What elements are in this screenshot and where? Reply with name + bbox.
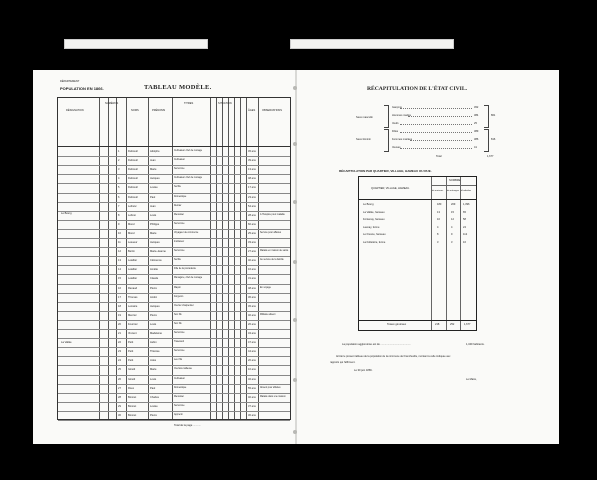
binding-hole bbox=[293, 260, 297, 264]
row-prenom: Marie-Jeanne bbox=[150, 250, 166, 254]
row-observation: Malade en maison de santé bbox=[260, 250, 289, 253]
table-total-label: Totaux généraux bbox=[387, 323, 407, 326]
table-total-label: Total de la page ........... bbox=[174, 424, 201, 427]
row-age: 60 ans bbox=[248, 222, 256, 226]
row-prenom: Jacques bbox=[150, 304, 160, 308]
row-age: 26 ans bbox=[248, 322, 256, 326]
header-numeros: NUMÉROS bbox=[105, 102, 119, 105]
row-observation: A l'hospice pour maladie bbox=[260, 213, 285, 216]
header-prenoms: PRÉNOMS bbox=[152, 109, 166, 112]
quartier-individus: 112 bbox=[463, 233, 468, 236]
quartier-name: La Folletière, ferme bbox=[363, 240, 386, 244]
row-age: 13 ans bbox=[248, 168, 256, 172]
row-prenom: Charles bbox=[150, 395, 159, 399]
row-nom: Letellier bbox=[128, 268, 138, 272]
row-prenom: Philippe bbox=[150, 222, 160, 226]
page-fold bbox=[295, 70, 297, 444]
quartier-maisons: 3 bbox=[437, 240, 439, 244]
item-veufs: Veufs bbox=[392, 122, 399, 125]
row-prenom: Pierre bbox=[150, 313, 157, 317]
census-table bbox=[57, 97, 291, 427]
row-prenom: Louise bbox=[150, 404, 158, 408]
group-total-female: 816 bbox=[491, 138, 496, 141]
row-age: 40 ans bbox=[248, 259, 256, 263]
quartier-name: Fontenay, hameau bbox=[363, 218, 385, 221]
row-nom: Lebrun bbox=[128, 213, 137, 217]
row-prenom: Marie bbox=[150, 168, 157, 172]
quartier-name: La Vallée, hameau bbox=[363, 210, 385, 214]
row-nom: Letellier bbox=[128, 277, 138, 281]
row-number: 7 bbox=[118, 204, 120, 208]
row-titre: Cultivateur bbox=[174, 377, 185, 380]
row-nom: Bertin bbox=[128, 250, 135, 254]
row-number: 3 bbox=[118, 168, 120, 172]
quartier-menages: 15 bbox=[451, 210, 454, 214]
row-age: 31 ans bbox=[248, 277, 256, 281]
row-nom: Roux bbox=[128, 386, 135, 390]
row-prenom: Aubin bbox=[150, 341, 157, 345]
row-titre: Rentier bbox=[174, 204, 182, 207]
place-label-vallee: La Vallée bbox=[61, 341, 72, 344]
row-number: 19 bbox=[118, 313, 121, 317]
row-titre: Sa femme bbox=[174, 332, 185, 334]
row-nom: Bonnet bbox=[128, 395, 137, 399]
row-nom: Lemaire bbox=[128, 304, 138, 308]
row-age: 16 ans bbox=[248, 268, 256, 272]
row-age: 48 ans bbox=[248, 286, 256, 290]
row-nom: Morel bbox=[128, 231, 135, 235]
row-number: 30 bbox=[118, 413, 121, 417]
row-nom: Petit bbox=[128, 350, 134, 354]
row-prenom: Marie bbox=[150, 231, 157, 235]
row-age: 36 ans bbox=[248, 295, 256, 299]
row-prenom: Pierre bbox=[150, 413, 157, 417]
item-femmes: Femmes mariées bbox=[392, 138, 413, 141]
row-titre: Sa femme bbox=[174, 404, 185, 407]
row-nom: Dubreuil bbox=[128, 195, 138, 199]
quartier-maisons: 13 bbox=[437, 210, 440, 214]
item-hommes-value: 384 bbox=[474, 114, 479, 117]
row-titre: Forgeron bbox=[174, 295, 184, 298]
row-number: 17 bbox=[118, 295, 121, 299]
row-nom: Renaud bbox=[128, 286, 138, 290]
row-titre: Menuisier bbox=[174, 395, 184, 398]
paper-tab-left bbox=[64, 39, 208, 49]
row-titre: Domestique bbox=[174, 386, 187, 389]
row-number: 9 bbox=[118, 222, 120, 226]
recap-title: RÉCAPITULATION DE L'ÉTAT CIVIL. bbox=[367, 86, 467, 92]
row-titre: Cultivateur chef de ménage bbox=[174, 177, 203, 180]
department-label: DÉPARTEMENT bbox=[60, 80, 80, 83]
row-age: 33 ans bbox=[248, 241, 256, 244]
header-ages: ÂGES bbox=[248, 109, 256, 112]
header-noms: NOMS bbox=[131, 109, 139, 112]
row-number: 27 bbox=[118, 386, 121, 390]
row-prenom: Jean bbox=[150, 159, 156, 163]
row-nom: Fournier bbox=[128, 322, 138, 326]
item-veufs-value: 25 bbox=[474, 122, 477, 125]
item-garcons: Garçons bbox=[392, 106, 402, 109]
row-prenom: Louis bbox=[150, 213, 157, 217]
header-observations: OBSERVATIONS bbox=[262, 109, 283, 112]
row-age: 39 ans bbox=[248, 159, 256, 163]
group-label-male: Sexe masculin bbox=[356, 116, 373, 119]
item-femmes-value: 386 bbox=[474, 138, 479, 141]
row-age: 17 ans bbox=[248, 186, 256, 190]
row-number: 28 bbox=[118, 395, 121, 399]
row-prenom: Jules bbox=[150, 359, 157, 363]
row-nom: Thomas bbox=[128, 295, 138, 299]
certification-date: Le 30 juin 1866. bbox=[354, 369, 373, 372]
row-observation: En voyage bbox=[260, 286, 271, 289]
row-age: 40 ans bbox=[248, 395, 256, 399]
row-number: 10 bbox=[118, 231, 121, 235]
row-number: 21 bbox=[118, 332, 121, 335]
row-nom: Bonnet bbox=[128, 404, 137, 408]
quartier-maisons: 4 bbox=[437, 225, 439, 229]
row-age: 34 ans bbox=[248, 332, 256, 335]
paper-tab-right bbox=[290, 39, 454, 49]
row-nom: Dubreuil bbox=[128, 168, 138, 172]
binding-hole bbox=[293, 378, 297, 382]
row-number: 13 bbox=[118, 259, 121, 263]
quartier-individus: 58 bbox=[463, 218, 466, 221]
quartier-maisons: 8 bbox=[437, 233, 439, 236]
row-titre: Domestique bbox=[174, 195, 187, 198]
row-prenom: André bbox=[150, 295, 157, 299]
certification-text-2: rapports qui l'affirment. bbox=[330, 361, 356, 364]
row-titre: Leur fils bbox=[174, 359, 183, 362]
row-prenom: Louise bbox=[150, 186, 158, 190]
row-number: 22 bbox=[118, 341, 121, 345]
binding-hole bbox=[293, 318, 297, 322]
quartier-individus: 24 bbox=[463, 225, 466, 229]
row-titre: Cultivateur chef de ménage bbox=[174, 150, 203, 152]
table-total-maisons: 218 bbox=[435, 323, 440, 326]
row-observation: Militaire absent bbox=[260, 313, 276, 316]
row-number: 25 bbox=[118, 368, 121, 372]
row-titre: Ouvrière tailleuse bbox=[174, 368, 192, 371]
binding-hole bbox=[293, 430, 297, 434]
population-agglomeree-value: 1,349 habitants. bbox=[466, 343, 485, 346]
tableau-title: TABLEAU MODÈLE. bbox=[144, 84, 212, 91]
row-prenom: Jacques bbox=[150, 241, 160, 244]
quartier-individus: 1,396 bbox=[463, 203, 470, 206]
item-garcons-value: 452 bbox=[474, 106, 479, 109]
row-nom: Petit bbox=[128, 359, 134, 363]
row-titre: Son fils bbox=[174, 322, 182, 325]
binding-hole bbox=[293, 200, 297, 204]
row-age: 25 ans bbox=[248, 231, 256, 235]
row-age: 30 ans bbox=[248, 413, 256, 417]
table-total-menages: 252 bbox=[450, 323, 455, 326]
row-nom: Bonnet bbox=[128, 413, 137, 417]
row-age: 23 ans bbox=[248, 195, 256, 199]
row-titre: Sa femme bbox=[174, 250, 185, 253]
row-observation: Absent pour affaires bbox=[260, 386, 281, 389]
header-designation: DÉSIGNATION bbox=[66, 109, 84, 112]
row-prenom: Marie bbox=[150, 368, 157, 372]
row-nom: Girard bbox=[128, 368, 136, 372]
row-age: 10 ans bbox=[248, 368, 256, 372]
row-number: 23 bbox=[118, 350, 121, 354]
row-number: 1 bbox=[118, 150, 120, 153]
item-filles: Filles bbox=[392, 130, 399, 133]
row-prenom: Jean bbox=[150, 204, 156, 208]
item-veuves-value: 41 bbox=[474, 146, 477, 149]
row-nom: Lefranc bbox=[128, 204, 137, 208]
grand-total-value: 1,677 bbox=[487, 155, 494, 158]
row-age: 37 ans bbox=[248, 404, 256, 408]
table-header-nombre: NOMBRE bbox=[449, 179, 461, 182]
population-title: POPULATION EN 1866. bbox=[60, 86, 104, 91]
quartier-maisons: 10 bbox=[437, 218, 440, 221]
population-agglomeree-label: La population agglomérée est de .......................................... bbox=[342, 343, 411, 346]
recap-subtitle: RÉCAPITULATION PAR QUARTIER, VILLAGE, HAMEAU OU RUE. bbox=[339, 169, 432, 173]
row-number: 29 bbox=[118, 404, 121, 408]
row-titre: Sa fille bbox=[174, 186, 181, 189]
row-observation: Au service de la famille bbox=[260, 259, 284, 262]
row-age: 55 ans bbox=[248, 386, 256, 390]
row-age: 45 ans bbox=[248, 304, 256, 308]
row-observation: Malade dans une maison bbox=[260, 395, 286, 398]
row-nom: Dubreuil bbox=[128, 150, 138, 153]
row-number: 5 bbox=[118, 186, 120, 190]
row-number: 8 bbox=[118, 213, 120, 217]
table-header-quartier: QUARTIER, VILLAGE, HAMEAU. bbox=[371, 187, 410, 190]
quartier-individus: 65 bbox=[463, 210, 466, 214]
item-hommes: Hommes mariés bbox=[392, 114, 411, 117]
quartier-name: Le Bourg bbox=[363, 203, 374, 206]
item-veuves: Veuves bbox=[392, 146, 401, 149]
row-age: 32 ans bbox=[248, 377, 256, 381]
row-number: 11 bbox=[118, 241, 121, 244]
row-titre: Son fils bbox=[174, 313, 182, 316]
table-sub-individus: d'individus bbox=[461, 190, 472, 192]
group-label-female: Sexe féminin bbox=[356, 138, 371, 141]
row-number: 14 bbox=[118, 268, 121, 272]
item-filles-value: 389 bbox=[474, 130, 479, 133]
binding-hole bbox=[293, 86, 297, 90]
row-nom: Dubreuil bbox=[128, 186, 138, 190]
quartier-menages: 4 bbox=[451, 225, 453, 229]
row-prenom: Thérèse bbox=[150, 350, 160, 354]
row-number: 4 bbox=[118, 177, 120, 181]
row-prenom: Clémence bbox=[150, 259, 162, 263]
row-number: 18 bbox=[118, 304, 121, 308]
row-age: 20 ans bbox=[248, 359, 256, 363]
row-titre: Menuisier bbox=[174, 213, 184, 216]
row-nom: Dubreuil bbox=[128, 159, 138, 163]
row-number: 12 bbox=[118, 250, 121, 254]
place-label-bourg: Le Bourg bbox=[61, 212, 72, 215]
row-titre: Voyageur de commerce bbox=[174, 231, 199, 234]
row-age: 40 ans bbox=[248, 313, 256, 317]
row-titre: Apprenti bbox=[174, 413, 183, 416]
row-number: 6 bbox=[118, 195, 120, 199]
row-number: 16 bbox=[118, 286, 121, 290]
row-nom: Girard bbox=[128, 377, 136, 381]
header-titres: TITRES bbox=[184, 102, 194, 105]
row-age: 27 ans bbox=[248, 250, 256, 254]
row-nom: Petit bbox=[128, 341, 134, 345]
row-titre: Ménagère, chef de ménage bbox=[174, 277, 203, 280]
row-prenom: Amélie bbox=[150, 268, 158, 272]
row-age: 44 ans bbox=[248, 350, 256, 354]
row-titre: Fille de la précédente bbox=[174, 268, 196, 271]
group-total-male: 861 bbox=[491, 114, 496, 117]
row-number: 15 bbox=[118, 277, 121, 281]
row-prenom: Jacques bbox=[150, 177, 160, 181]
row-nom: Mercier bbox=[128, 313, 137, 317]
quartier-menages: 12 bbox=[451, 218, 454, 221]
row-prenom: Louis bbox=[150, 377, 157, 381]
table-sub-maisons: de maisons bbox=[432, 190, 444, 192]
row-titre: Instituteur bbox=[174, 241, 185, 243]
row-titre: Sa femme bbox=[174, 168, 185, 171]
grand-total-label: Total bbox=[436, 155, 442, 158]
row-nom: Lesueur bbox=[128, 241, 138, 244]
row-prenom: Adolphe bbox=[150, 150, 160, 153]
row-age: 48 ans bbox=[248, 177, 256, 181]
row-prenom: Louis bbox=[150, 322, 157, 326]
row-titre: Cultivateur bbox=[174, 159, 185, 162]
row-titre: Sa femme bbox=[174, 350, 185, 353]
quartier-menages: 9 bbox=[451, 233, 453, 236]
row-titre: Sa fille bbox=[174, 259, 181, 262]
binding-hole bbox=[293, 142, 297, 146]
table-total-individus: 1,677 bbox=[464, 323, 471, 326]
certification-text: Arrêté le présent tableau de la population de la commune de Francheville, montant à celle indiquée aux bbox=[336, 355, 451, 358]
row-age: 47 ans bbox=[248, 341, 256, 345]
row-nom: Morel bbox=[128, 222, 135, 226]
row-age: 54 ans bbox=[248, 204, 256, 208]
row-number: 24 bbox=[118, 359, 121, 363]
quartier-name: Launay, ferme bbox=[363, 225, 380, 229]
row-prenom: Madeleine bbox=[150, 332, 162, 335]
row-number: 26 bbox=[118, 377, 121, 381]
quartier-name: Le Fresne, hameau bbox=[363, 233, 386, 236]
row-age: 45 ans bbox=[248, 150, 256, 153]
row-prenom: Pierre bbox=[150, 286, 157, 290]
row-prenom: Paul bbox=[150, 386, 156, 390]
row-nom: Vincent bbox=[128, 332, 137, 335]
quartier-maisons: 180 bbox=[437, 203, 442, 206]
row-titre: Ouvrier charpentier bbox=[174, 304, 194, 307]
row-number: 2 bbox=[118, 159, 120, 163]
quartier-menages: 209 bbox=[451, 203, 456, 206]
row-titre: Maçon bbox=[174, 286, 181, 289]
row-titre: Tisserand bbox=[174, 341, 184, 344]
row-observation: Service pour affaires bbox=[260, 231, 282, 234]
row-number: 20 bbox=[118, 322, 121, 326]
header-situation: SITUATION bbox=[218, 102, 232, 105]
mayor-signature: Le Maire, bbox=[466, 378, 477, 381]
row-prenom: Claude bbox=[150, 277, 159, 281]
row-nom: Dubreuil bbox=[128, 177, 138, 181]
row-nom: Letellier bbox=[128, 259, 138, 263]
row-age: 28 ans bbox=[248, 213, 256, 217]
quartier-menages: 3 bbox=[451, 240, 453, 244]
table-sub-menages: de ménages bbox=[447, 190, 460, 192]
quartier-individus: 16 bbox=[463, 240, 466, 244]
quartier-table bbox=[358, 176, 477, 331]
row-titre: Sa femme bbox=[174, 222, 185, 225]
row-prenom: Paul bbox=[150, 195, 156, 199]
